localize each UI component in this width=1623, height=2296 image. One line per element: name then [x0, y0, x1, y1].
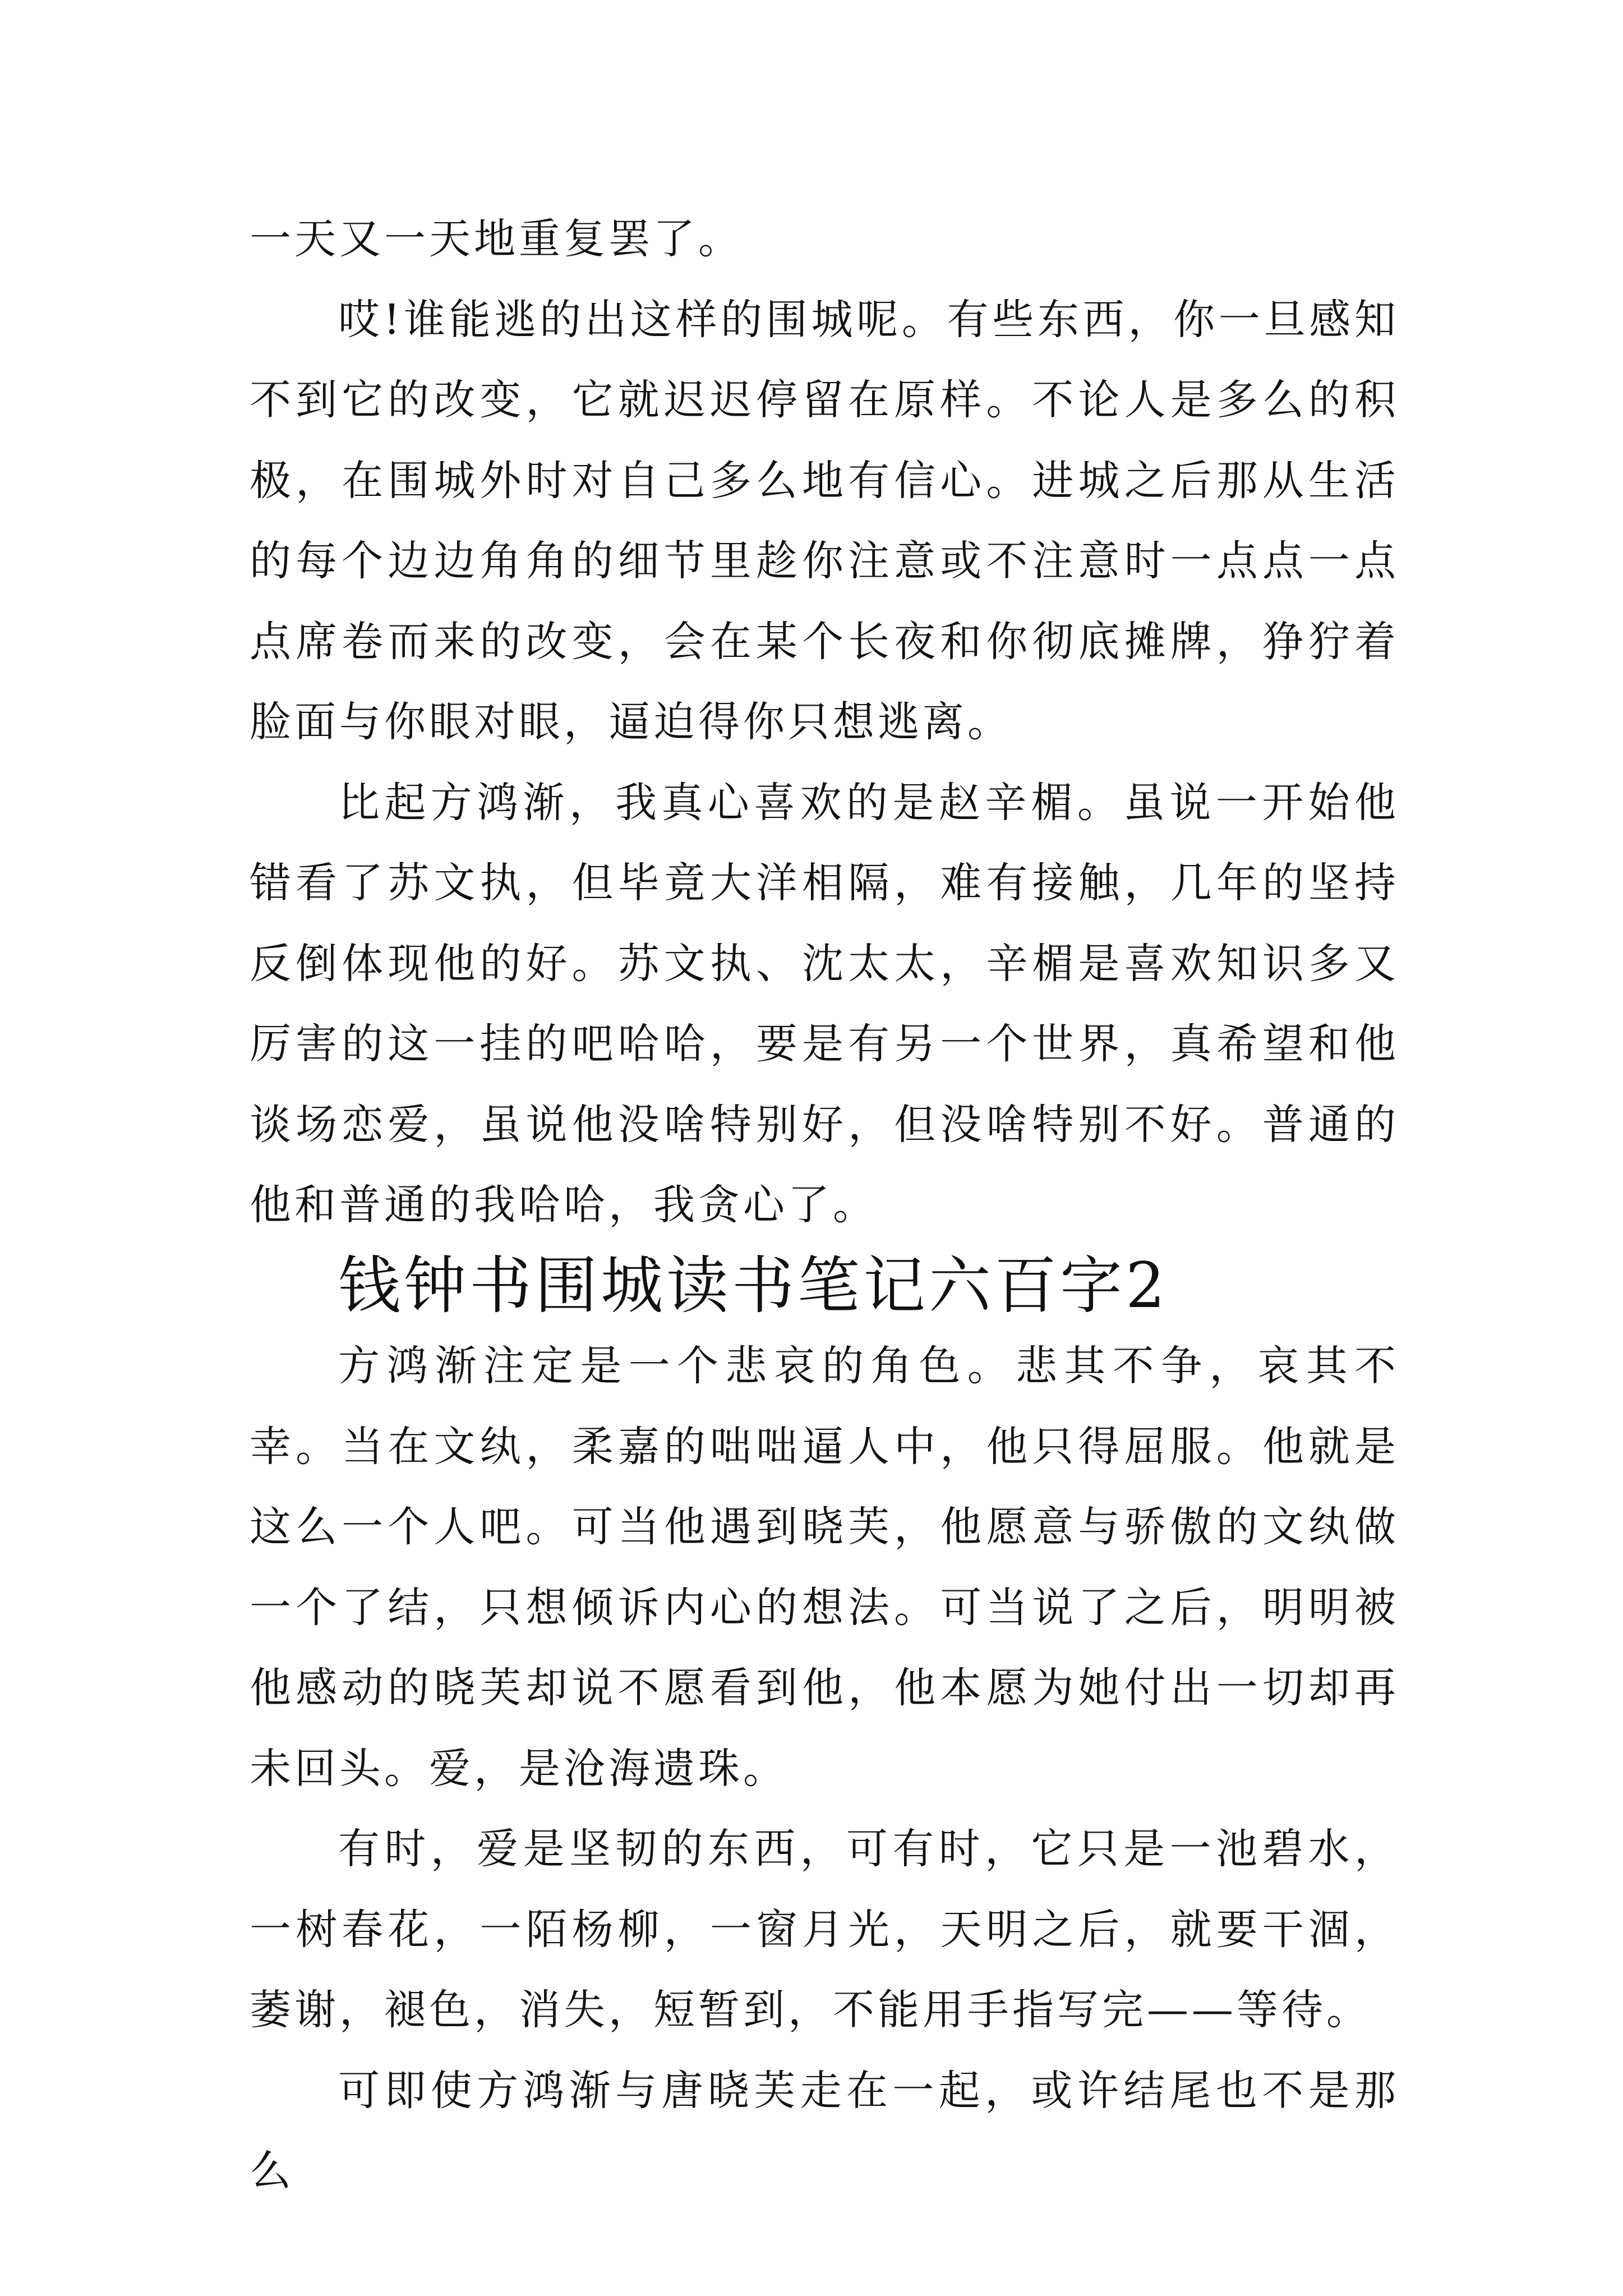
section-title: 钱钟书围城读书笔记六百字2	[338, 1249, 1169, 1322]
paragraph: 有时，爱是坚韧的东西，可有时，它只是一池碧水，一树春花，一陌杨柳，一窗月光，天明之后，就要干涸，萎谢，褪色，消失，短暂到，不能用手指写完——等待。	[250, 1825, 1399, 2034]
paragraph: 哎!谁能逃的出这样的围城呢。有些东西，你一旦感知不到它的改变，它就迟迟停留在原样。不论人是多么的积极，在围城外时对自己多么地有信心。进城之后那从生活的每个边边角角的细节里趁你注意或不注意时一点点一点点席卷而来的改变，会在某个长夜和你彻底摊牌，狰狞着脸面与你眼对眼，逼迫得你只想逃离。	[250, 295, 1399, 746]
paragraph: 可即使方鸿渐与唐晓芙走在一起，或许结尾也不是那么	[250, 2066, 1399, 2195]
document-body	[250, 199, 1399, 2212]
paragraph: 方鸿渐注定是一个悲哀的角色。悲其不争，哀其不幸。当在文纨，柔嘉的咄咄逼人中，他只得屈服。他就是这么一个人吧。可当他遇到晓芙，他愿意与骄傲的文纨做一个了结，只想倾诉内心的想法。可当说了之后，明明被他感动的晓芙却说不愿看到他，他本愿为她付出一切却再未回头。爱，是沧海遗珠。	[250, 1342, 1399, 1793]
paragraph-continuation: 一天又一天地重复罢了。	[250, 215, 743, 263]
paragraph: 比起方鸿渐，我真心喜欢的是赵辛楣。虽说一开始他错看了苏文执，但毕竟大洋相隔，难有接触，几年的坚持反倒体现他的好。苏文执、沈太太，辛楣是喜欢知识多又厉害的这一挂的吧哈哈，要是有另一个世界，真希望和他谈场恋爱，虽说他没啥特别好，但没啥特别不好。普通的他和普通的我哈哈，我贪心了。	[250, 778, 1399, 1229]
